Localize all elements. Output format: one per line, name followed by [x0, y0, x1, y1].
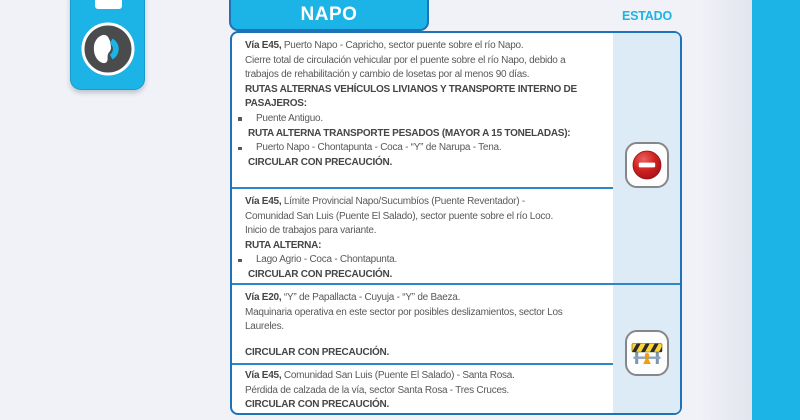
status-icon-frame — [625, 142, 669, 188]
estado-column-header: ESTADO — [622, 9, 672, 23]
detail-line: Laureles. — [245, 321, 284, 333]
alt-route-item: Puente Antiguo. — [245, 112, 613, 127]
estado-column — [613, 33, 680, 413]
detail-line: trabajos de rehabilitación y cambio de losetas por al menos 90 días. — [245, 69, 530, 81]
route-title-line: Vía E20, “Y” de Papallacta - Cuyuja - “Y” de Baeza. — [245, 292, 461, 303]
alt-route-header: RUTA ALTERNA TRANSPORTE PESADOS (MAYOR A 15 TONELADAS): — [248, 127, 571, 139]
alt-route-item: Puerto Napo - Chontapunta - Coca - “Y” de Narupa - Tena. — [245, 141, 613, 156]
table-row — [232, 365, 613, 413]
table-row — [232, 33, 613, 189]
detail-line: Pérdida de calzada de la vía, sector Santa Rosa - Tres Cruces. — [245, 384, 510, 396]
right-accent-panel — [752, 0, 800, 420]
ecuador-map-icon — [81, 22, 135, 76]
alt-route-header: PASAJEROS: — [245, 98, 307, 110]
brand-card — [70, 0, 145, 90]
route-title-line: Vía E45, Comunidad San Luis (Puente El Salado) - Santa Rosa. — [245, 370, 515, 381]
status-cell — [613, 285, 680, 413]
detail-line: Comunidad San Luis (Puente El Salado), sector puente sobre el río Loco. — [245, 210, 554, 222]
detail-line: Cierre total de circulación vehicular por el puente sobre el río Napo, debido a — [245, 54, 566, 66]
road-status-table — [230, 31, 682, 415]
construction-barrier-icon — [631, 340, 663, 367]
route-title-line: Vía E45, Puerto Napo - Capricho, sector puente sobre el río Napo. — [245, 40, 524, 51]
caution-line: CIRCULAR CON PRECAUCIÓN. — [245, 346, 389, 358]
detail-line: Maquinaria operativa en este sector por posibles deslizamientos, sector Los — [245, 306, 563, 318]
detail-line: Inicio de trabajos para variante. — [245, 225, 377, 237]
status-cell — [613, 33, 680, 285]
alt-route-item: Lago Agrio - Coca - Chontapunta. — [245, 253, 613, 268]
edge-gradient — [698, 0, 752, 420]
no-entry-icon — [632, 150, 662, 180]
table-row — [232, 189, 613, 285]
caution-line: CIRCULAR CON PRECAUCIÓN. — [248, 268, 392, 280]
tab-region-napo[interactable] — [229, 0, 429, 31]
road-notices-column — [232, 33, 613, 413]
caution-line: CIRCULAR CON PRECAUCIÓN. — [248, 156, 392, 168]
table-row — [232, 285, 613, 365]
region-tab-label: NAPO — [300, 4, 358, 25]
card-slot — [95, 0, 122, 9]
caution-line: CIRCULAR CON PRECAUCIÓN. — [245, 399, 389, 411]
status-icon-frame — [625, 330, 669, 376]
alt-route-header: RUTAS ALTERNAS VEHÍCULOS LIVIANOS Y TRANSPORTE INTERNO DE — [245, 83, 577, 95]
route-title-line: Vía E45, Límite Provincial Napo/Sucumbíos (Puente Reventador) - — [245, 196, 525, 207]
alt-route-header: RUTA ALTERNA: — [245, 239, 322, 251]
